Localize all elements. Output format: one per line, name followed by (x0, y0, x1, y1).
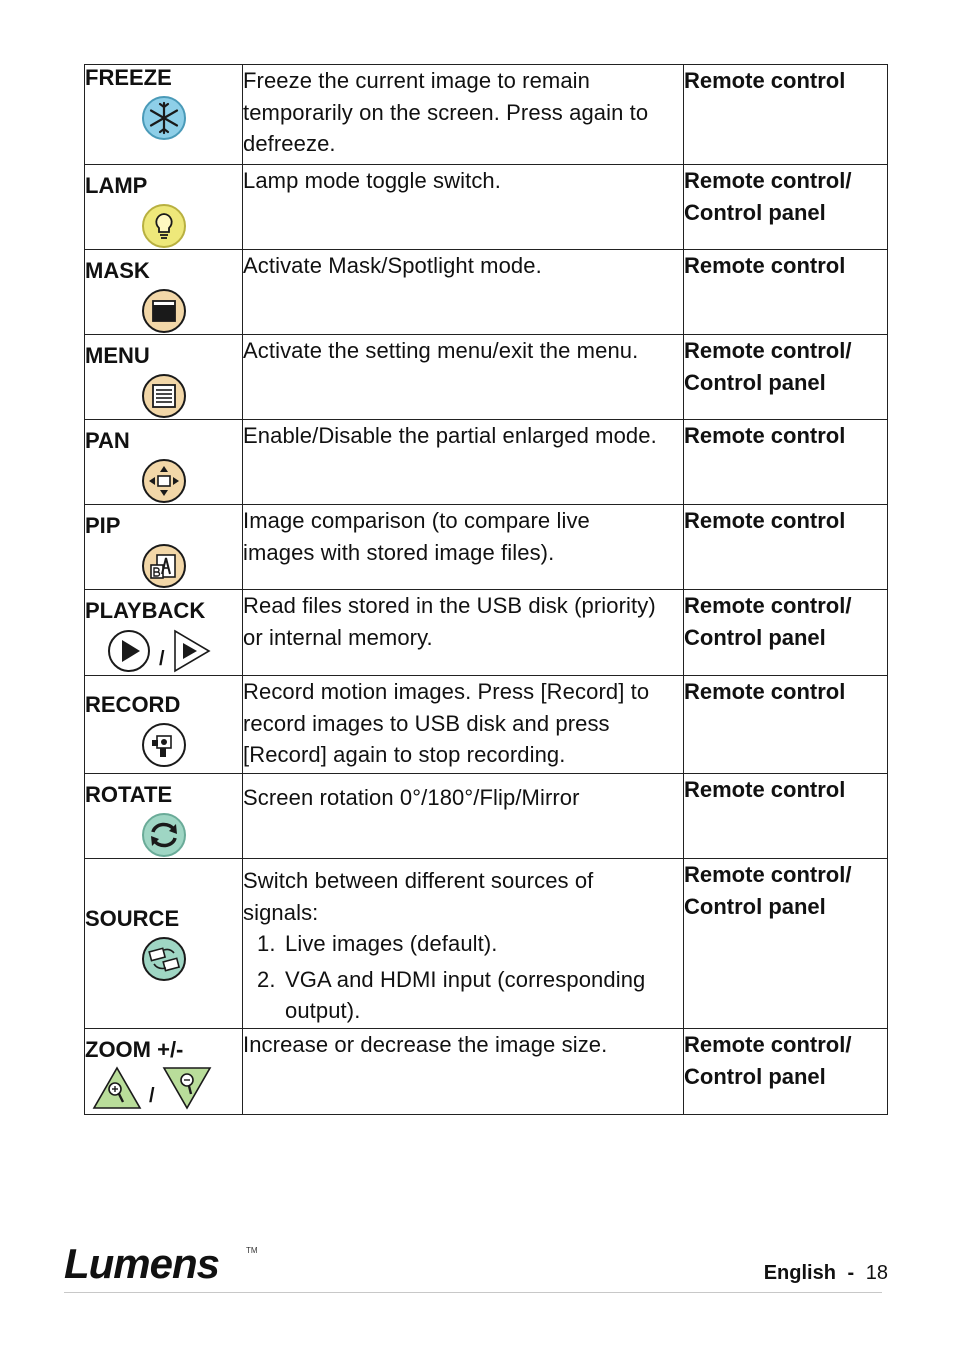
table-row (85, 676, 888, 774)
menu-icon (140, 373, 188, 419)
pip-ab-icon (140, 543, 188, 589)
function-name: SOURCE (85, 905, 180, 931)
function-name: PLAYBACK (85, 598, 206, 623)
function-name: ZOOM +/- (85, 1037, 184, 1062)
play-triangle-icon (171, 628, 213, 674)
description-line: Switch between different sources of (243, 868, 594, 893)
play-icon (105, 628, 153, 674)
source-label: Control panel (684, 370, 826, 395)
mask-icon (140, 288, 188, 334)
source-label: Remote control/ (684, 338, 852, 363)
function-name: ROTATE (85, 782, 173, 807)
function-name: PAN (85, 428, 130, 453)
description-line: Read files stored in the USB disk (priority) (243, 593, 656, 618)
table-row (85, 65, 888, 165)
source-label: Remote control/ (684, 1032, 852, 1057)
page-number: 18 (865, 1262, 888, 1284)
page-footer (764, 1262, 888, 1285)
rotate-icon (140, 812, 188, 858)
table-row (85, 420, 888, 505)
table-row (85, 859, 888, 1029)
snowflake-icon (140, 95, 188, 141)
trademark-mark: TM (246, 1246, 258, 1255)
description-line: temporarily on the screen. Press again to (243, 99, 649, 125)
function-name: FREEZE (85, 65, 172, 90)
source-label: Remote control (684, 68, 846, 93)
table-row (85, 505, 888, 590)
table-row (85, 1029, 888, 1115)
source-label: Control panel (684, 625, 826, 650)
description-line: record images to USB disk and press (243, 710, 610, 736)
table-row (85, 165, 888, 250)
lumens-logo: Lumens (64, 1240, 220, 1287)
source-label: Remote control (684, 679, 846, 704)
description-line: Record motion images. Press [Record] to (243, 679, 650, 704)
description-line: Lamp mode toggle switch. (243, 168, 501, 193)
description-line: images with stored image files). (243, 539, 555, 565)
camcorder-icon (140, 722, 188, 768)
description-line: Activate Mask/Spotlight mode. (243, 253, 542, 278)
pan-arrows-icon (140, 458, 188, 504)
source-label: Remote control (684, 777, 846, 802)
description-line: or internal memory. (243, 624, 433, 650)
icon-separator: / (149, 1084, 155, 1107)
function-name: PIP (85, 513, 121, 538)
table-row (85, 250, 888, 335)
function-name: MASK (85, 258, 150, 283)
description-line: Enable/Disable the partial enlarged mode. (243, 423, 657, 448)
source-label: Remote control/ (684, 593, 852, 618)
source-label: Remote control (684, 508, 846, 533)
source-list (243, 928, 683, 1027)
description-line: Freeze the current image to remain (243, 68, 590, 93)
description-line: defreeze. (243, 131, 336, 156)
list-item: 1. Live images (default). (257, 931, 498, 956)
zoom-out-icon (161, 1065, 213, 1111)
description-line: Increase or decrease the image size. (243, 1032, 608, 1057)
language-label: English (763, 1262, 836, 1284)
footer-dash: - (847, 1262, 855, 1284)
source-label: Remote control (684, 253, 846, 278)
source-label: Control panel (684, 200, 826, 225)
source-label: Remote control (684, 423, 846, 448)
source-label: Remote control/ (684, 168, 852, 193)
footer-divider (64, 1292, 882, 1293)
list-item: 2. VGA and HDMI input (corresponding output). (257, 966, 646, 1023)
description-line: Image comparison (to compare live (243, 508, 590, 533)
icon-separator: / (159, 647, 165, 670)
source-label: Control panel (684, 1064, 826, 1089)
source-label: Control panel (684, 894, 826, 919)
description-line: Activate the setting menu/exit the menu. (243, 338, 639, 363)
description-line: [Record] again to stop recording. (243, 742, 566, 767)
zoom-in-icon (91, 1065, 143, 1111)
function-name: RECORD (85, 692, 181, 717)
function-name: LAMP (85, 173, 148, 198)
table-row (85, 590, 888, 676)
function-table (84, 64, 888, 1115)
description-line: Screen rotation 0°/180°/Flip/Mirror (243, 785, 580, 810)
source-label: Remote control/ (684, 862, 852, 887)
lightbulb-icon (140, 203, 188, 249)
description-line: signals: (243, 899, 319, 925)
table-row (85, 335, 888, 420)
source-switch-icon (140, 936, 188, 982)
table-row (85, 774, 888, 859)
function-name: MENU (85, 343, 150, 368)
